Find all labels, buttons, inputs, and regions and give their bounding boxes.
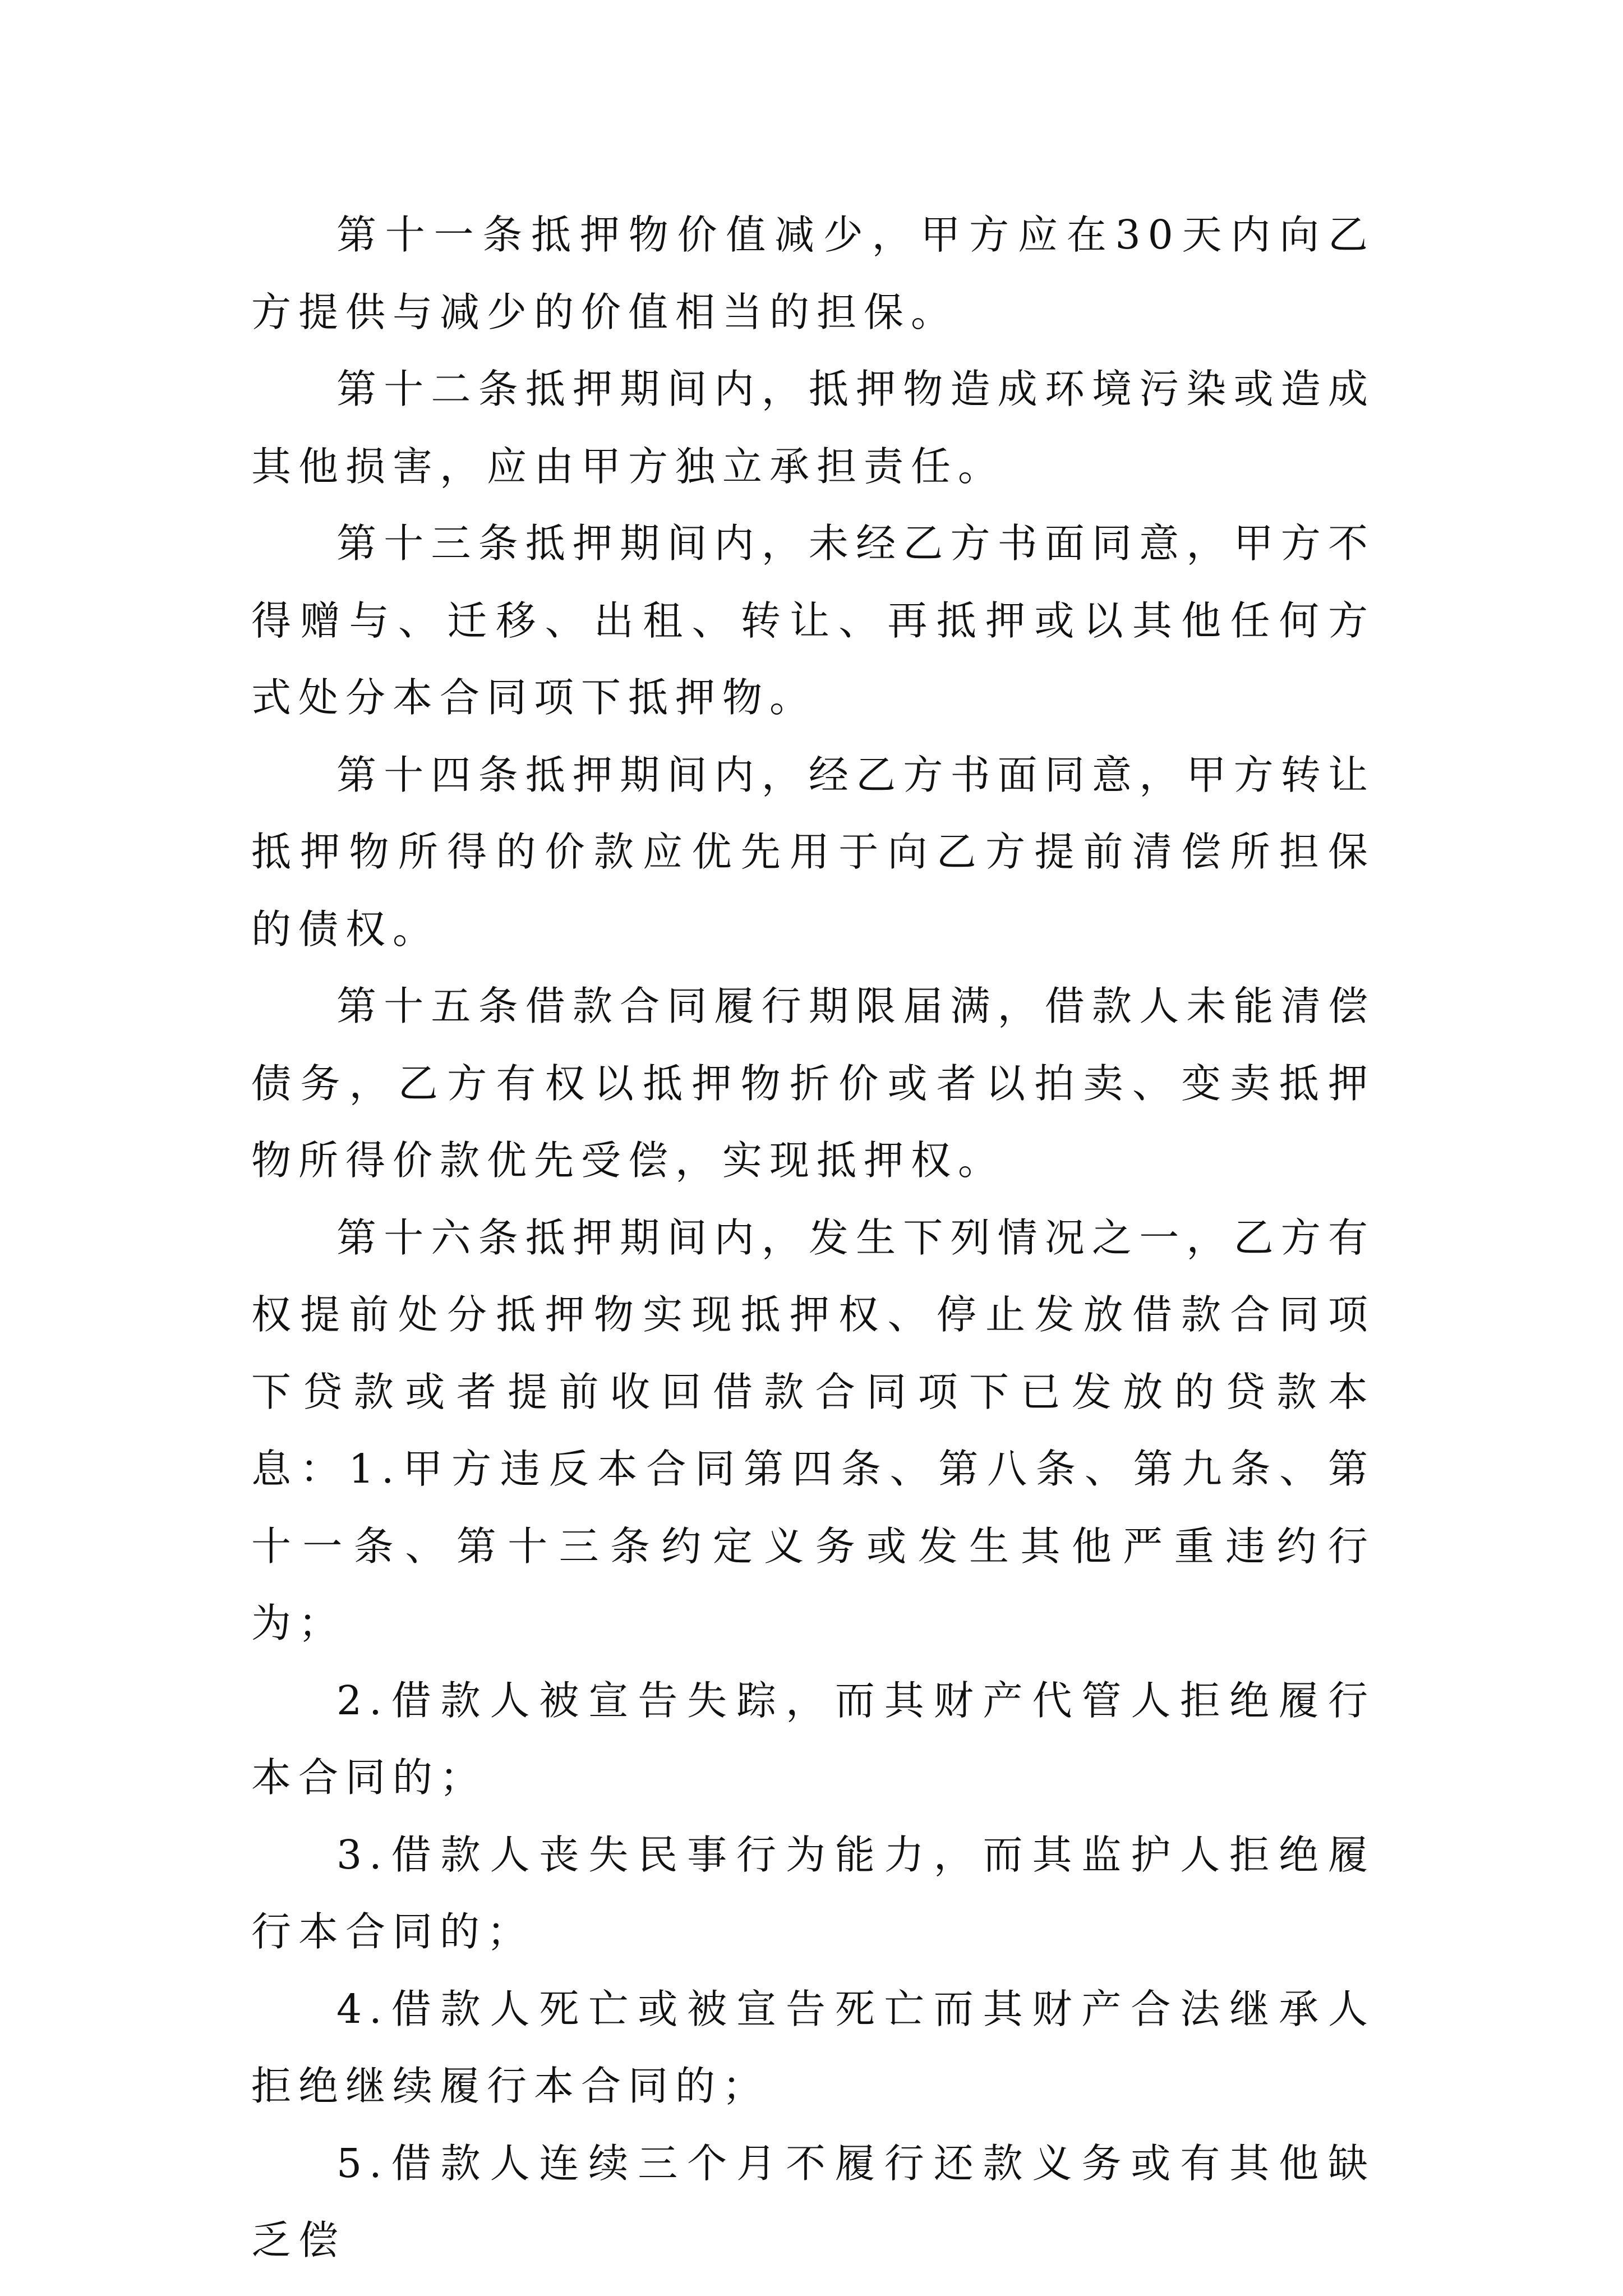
paragraph-article-13: 第十三条抵押期间内，未经乙方书面同意，甲方不得赠与、迁移、出租、转让、再抵押或以其他任何方式处分本合同项下抵押物。 (251, 520, 1375, 721)
paragraph-item-5: 5.借款人连续三个月不履行还款义务或有其他缺乏偿 (251, 2139, 1375, 2263)
paragraph-article-16: 第十六条抵押期间内，发生下列情况之一，乙方有权提前处分抵押物实现抵押权、停止发放借款合同项下贷款或者提前收回借款合同项下已发放的贷款本息：1.甲方违反本合同第四条、第八条、第九条、第十一条、第十三条约定义务或发生其他严重违约行为； (251, 1214, 1375, 1646)
paragraph-article-14: 第十四条抵押期间内，经乙方书面同意，甲方转让抵押物所得的价款应优先用于向乙方提前清偿所担保的债权。 (251, 751, 1375, 953)
paragraph-item-3: 3.借款人丧失民事行为能力，而其监护人拒绝履行本合同的； (251, 1831, 1375, 1955)
paragraph-article-15: 第十五条借款合同履行期限届满，借款人未能清偿债务，乙方有权以抵押物折价或者以拍卖、变卖抵押物所得价款优先受偿，实现抵押权。 (251, 983, 1375, 1184)
paragraph-item-4: 4.借款人死亡或被宣告死亡而其财产合法继承人拒绝继续履行本合同的； (251, 1985, 1375, 2109)
document-body (251, 196, 1375, 2279)
paragraph-article-12: 第十二条抵押期间内，抵押物造成环境污染或造成其他损害，应由甲方独立承担责任。 (251, 366, 1375, 490)
paragraph-item-2: 2.借款人被宣告失踪，而其财产代管人拒绝履行本合同的； (251, 1677, 1375, 1801)
paragraph-article-11: 第十一条抵押物价值减少，甲方应在30天内向乙方提供与减少的价值相当的担保。 (251, 211, 1375, 335)
